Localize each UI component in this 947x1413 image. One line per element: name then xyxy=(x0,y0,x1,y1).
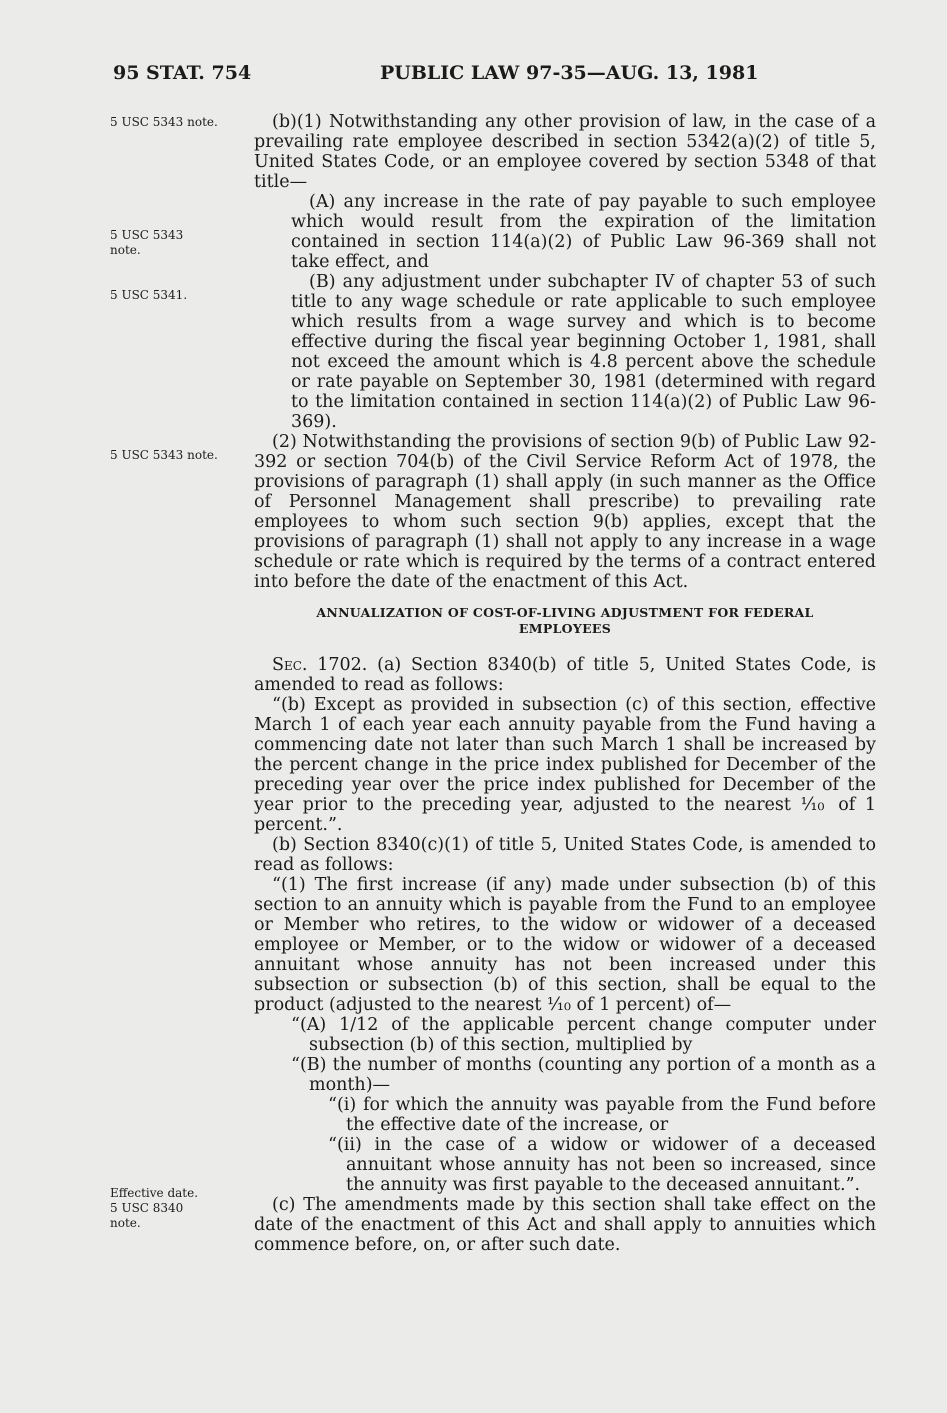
quoted-clause-b: “(B) the number of months (counting any portion of a month as a month)— xyxy=(291,1055,876,1095)
margin-note-line: 5 USC 5343 xyxy=(110,228,184,242)
section-b-block xyxy=(254,112,876,592)
quoted-item-ii: “(ii) in the case of a widow or widower of a deceased annuitant whose annuity has not been so increased, since the annuity was first payable to the deceased annuitant.”. xyxy=(328,1135,876,1195)
section-1702-a-text: 1702. (a) Section 8340(b) of title 5, United States Code, is amended to read as follows: xyxy=(254,655,876,695)
clause-b: (B) any adjustment under subchapter IV of chapter 53 of such title to any wage schedule or rate applicable to such employee which results from a wage survey and which is to become effective during the fiscal year beginning October 1, 1981, shall not exceed the amount which is 4.8 percent above the schedule or rate payable on September 30, 1981 (determined with regard to the limitation contained in section 114(a)(2) of Public Law 96-369). xyxy=(291,272,876,432)
paragraph-1702-a xyxy=(254,655,876,695)
section-1702-block xyxy=(254,655,876,1255)
law-title: PUBLIC LAW 97-35—AUG. 13, 1981 xyxy=(380,62,759,84)
margin-note-line: 5 USC 8340 xyxy=(110,1201,184,1215)
paragraph-b1: (b)(1) Notwithstanding any other provision of law, in the case of a prevailing rate employee described in section 5342(a)(2) of title 5, United States Code, or an employee covered by section 5348 of that title— xyxy=(254,112,876,192)
margin-note-effective-date xyxy=(110,1186,245,1231)
stat-reference: 95 STAT. 754 xyxy=(113,62,252,84)
heading-line-2: EMPLOYEES xyxy=(518,621,612,636)
quoted-subsection-b: “(b) Except as provided in subsection (c) of this section, effective March 1 of each year each annuity payable from the Fund having a commencing date not later than such March 1 shall be increased by the percent change in the price index published for December of the preceding year over the price index published for December of the year prior to the preceding year, adjusted to the nearest ⅒ of 1 percent.”. xyxy=(254,695,876,835)
quoted-paragraph-1: “(1) The first increase (if any) made under subsection (b) of this section to an annuity which is payable from the Fund to an employee or Member who retires, to the widow or widower of a deceased employee or Member, or to the widow or widower of a deceased annuitant whose annuity has not been increased under this subsection or subsection (b) of this section, shall be equal to the product (adjusted to the nearest ⅒ of 1 percent) of— xyxy=(254,875,876,1015)
paragraph-1702-b: (b) Section 8340(c)(1) of title 5, United States Code, is amended to read as follows: xyxy=(254,835,876,875)
section-label: Sec. xyxy=(272,655,308,675)
margin-note-line: note. xyxy=(110,243,141,257)
paragraph-1702-c: (c) The amendments made by this section shall take effect on the date of the enactment of this Act and shall apply to annuities which commence before, on, or after such date. xyxy=(254,1195,876,1255)
margin-note-5343-c: 5 USC 5343 note. xyxy=(110,448,218,462)
margin-note-line: note. xyxy=(110,1216,141,1230)
quoted-item-i: “(i) for which the annuity was payable from the Fund before the effective date of the increase, or xyxy=(328,1095,876,1135)
margin-note-5341: 5 USC 5341. xyxy=(110,288,188,302)
clause-a: (A) any increase in the rate of pay payable to such employee which would result from the expiration of the limitation contained in section 114(a)(2) of Public Law 96-369 shall not take effect, and xyxy=(291,192,876,272)
margin-note-5343: 5 USC 5343 note. xyxy=(110,115,218,129)
paragraph-b2: (2) Notwithstanding the provisions of section 9(b) of Public Law 92-392 or section 704(b) of the Civil Service Reform Act of 1978, the provisions of paragraph (1) shall apply (in such manner as the Office of Personnel Management shall prescribe) to prevailing rate employees to whom such section 9(b) applies, except that the provisions of paragraph (1) shall not apply to any increase in a wage schedule or rate which is required by the terms of a contract entered into before the date of the enactment of this Act. xyxy=(254,432,876,592)
quoted-clause-a: “(A) 1/12 of the applicable percent change computer under subsection (b) of this section, multiplied by xyxy=(291,1015,876,1055)
margin-note-5343-b xyxy=(110,228,245,258)
heading-line-1: ANNUALIZATION OF COST-OF-LIVING ADJUSTMENT FOR FEDERAL xyxy=(316,605,814,620)
margin-note-line: Effective date. xyxy=(110,1186,199,1200)
section-heading xyxy=(254,605,876,637)
